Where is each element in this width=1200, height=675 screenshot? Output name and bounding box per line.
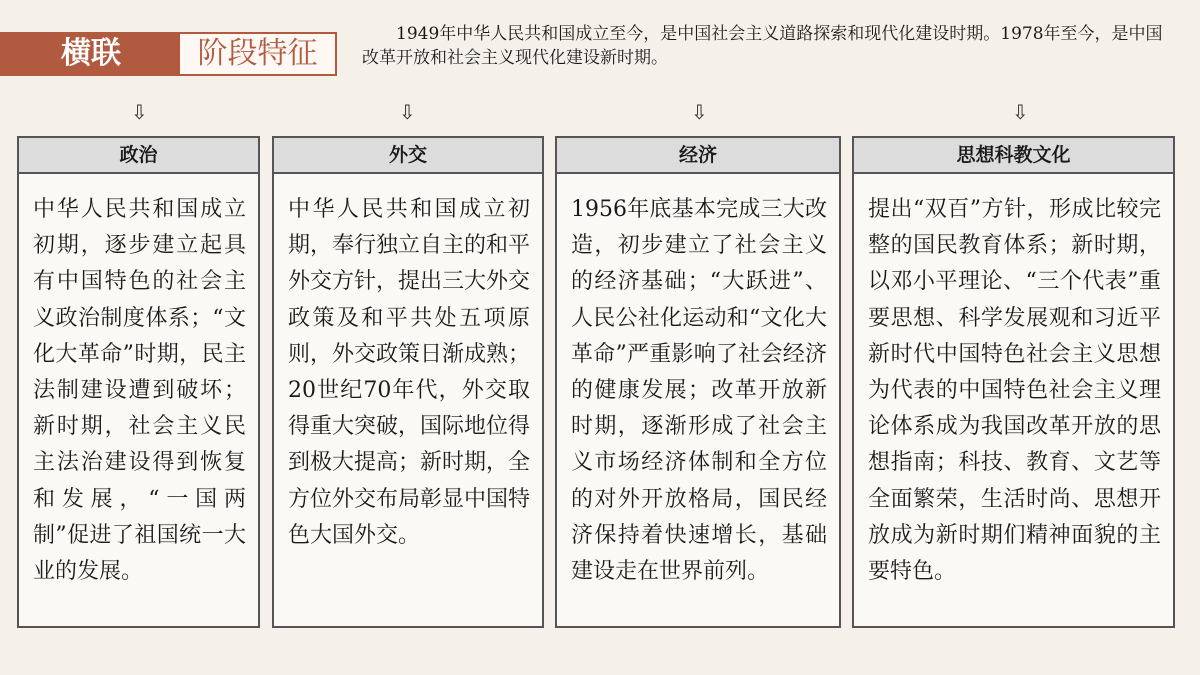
card-title: 外交 [274,138,542,174]
section-title: 横联 [2,34,180,74]
down-arrow-icon: ⇩ [1012,100,1029,124]
card-culture [852,136,1175,628]
down-arrow-icon: ⇩ [399,100,416,124]
card-text: 提出“双百”方针，形成比较完整的国民教育体系；新时期，以邓小平理论、“三个代表”重要思想、科学发展观和习近平新时代中国特色社会主义思想为代表的中国特色社会主义理论体系成为我国改革开放的思想指南；科技、教育、文艺等全面繁荣，生活时尚、思想开放成为新时期们精神面貌的主要特色。 [868,197,1161,585]
card-text: 1956年底基本完成三大改造，初步建立了社会主义的经济基础；“大跃进”、人民公社化运动和“文化大革命”严重影响了社会经济的健康发展；改革开放新时期，逐渐形成了社会主义市场经济体制和全方位的对外开放格局，国民经济保持着快速增长，基础建设走在世界前列。 [571,197,827,585]
card-diplomacy [272,136,544,628]
card-text: 中华人民共和国成立初期，奉行独立自主的和平外交方针，提出三大外交政策及和平共处五项原则，外交政策日渐成熟；20世纪70年代，外交取得重大突破，国际地位得到极大提高；新时期，全方位外交布局彰显中国特色大国外交。 [288,197,531,548]
card-title: 思想科教文化 [854,138,1173,174]
down-arrow-icon: ⇩ [131,100,148,124]
section-header [0,32,337,76]
card-text: 中华人民共和国成立初期，逐步建立起具有中国特色的社会主义政治制度体系；“文化大革命”时期，民主法制建设遭到破坏；新时期，社会主义民主法治建设得到恢复和发展，“一国两制”促进了祖国统一大业的发展。 [33,197,246,585]
section-subtitle: 阶段特征 [197,36,318,71]
down-arrow-icon: ⇩ [691,100,708,124]
card-economy [555,136,841,628]
intro-paragraph: 1949年中华人民共和国成立至今，是中国社会主义道路探索和现代化建设时期。1978年至今，是中国改革开放和社会主义现代化建设新时期。 [362,24,1163,68]
card-politics [17,136,260,628]
card-title: 经济 [557,138,839,174]
card-title: 政治 [19,138,258,174]
